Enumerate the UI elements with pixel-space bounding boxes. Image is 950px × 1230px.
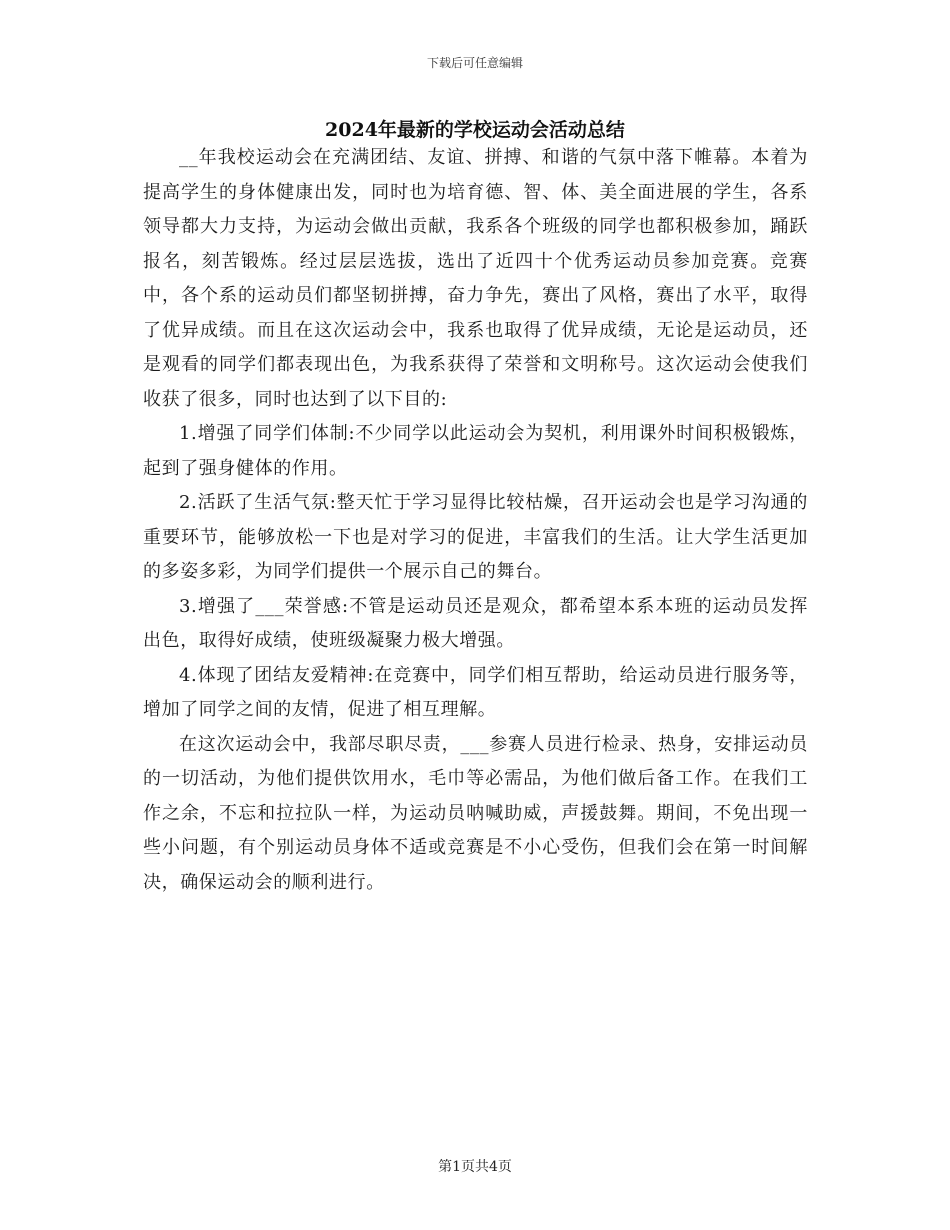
document-title: 2024年最新的学校运动会活动总结 [325,119,625,141]
paragraph-item-1: 1.增强了同学们体制:不少同学以此运动会为契机，利用课外时间积极锻炼，起到了强身健体的作用。 [143,423,808,479]
document-body [143,141,808,900]
paragraph-item-4: 4.体现了团结友爱精神:在竞赛中，同学们相互帮助，给运动员进行服务等，增加了同学之间的友情，促进了相互理解。 [143,664,808,720]
paragraph-intro: __年我校运动会在充满团结、友谊、拼搏、和谐的气氛中落下帷幕。本着为提高学生的身体健康出发，同时也为培育德、智、体、美全面进展的学生，各系领导都大力支持，为运动会做出贡献，我系各个班级的同学也都积极参加，踊跃报名，刻苦锻炼。经过层层选拔，选出了近四十个优秀运动员参加竞赛。竞赛中，各个系的运动员们都坚韧拼搏，奋力争先，赛出了风格，赛出了水平，取得了优异成绩。而且在这次运动会中，我系也取得了优异成绩，无论是运动员，还是观看的同学们都表现出色，为我系获得了荣誉和文明称号。这次运动会使我们收获了很多，同时也达到了以下目的: [143,147,808,410]
paragraph-item-3: 3.增强了___荣誉感:不管是运动员还是观众，都希望本系本班的运动员发挥出色，取得好成绩，使班级凝聚力极大增强。 [143,595,808,651]
paragraph-item-2: 2.活跃了生活气氛:整天忙于学习显得比较枯燥，召开运动会也是学习沟通的重要环节，能够放松一下也是对学习的促进，丰富我们的生活。让大学生活更加的多姿多彩，为同学们提供一个展示自己的舞台。 [143,492,808,582]
page-number-footer: 第1页共4页 [438,1159,512,1175]
paragraph-closing: 在这次运动会中，我部尽职尽责，___参赛人员进行检录、热身，安排运动员的一切活动，为他们提供饮用水，毛巾等必需品，为他们做后备工作。在我们工作之余，不忘和拉拉队一样，为运动员呐喊助威，声援鼓舞。期间，不免出现一些小问题，有个别运动员身体不适或竞赛是不小心受伤，但我们会在第一时间解决，确保运动会的顺利进行。 [143,733,808,893]
header-note: 下载后可任意编辑 [426,56,523,70]
